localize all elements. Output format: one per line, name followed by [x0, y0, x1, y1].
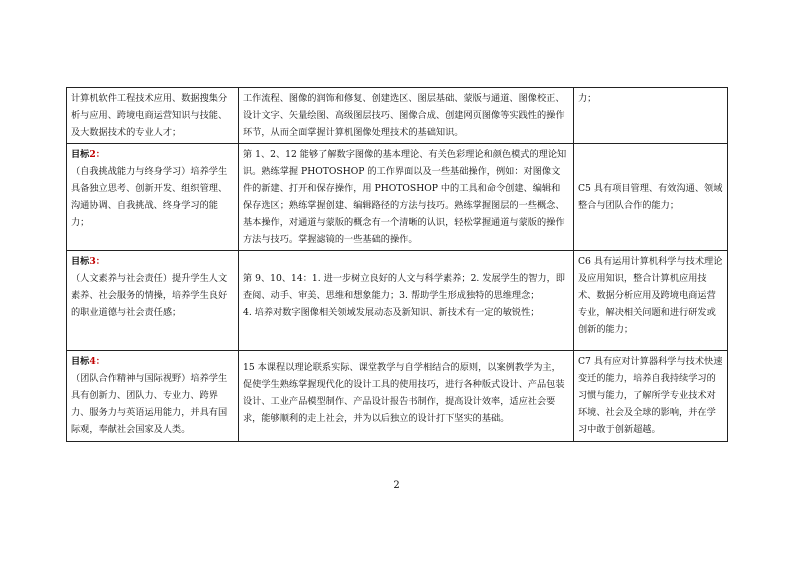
table-row [67, 251, 728, 351]
content-text: 工作流程、图像的润饰和修复、创建选区、图层基础、蒙版与通道、图像校正、设计文字、矢量绘图、高级图层技巧、图像合成、创建网页图像等实践性的操作环节，从而全面掌握计算机图像处理技术的基础知识。 [243, 93, 565, 138]
content-text: 第 9、10、14：1. 进一步树立良好的人文与科学素养；2. 发展学生的智力，即查阅、动手、审美、思维和想象能力；3. 帮助学生形成独特的思维理念； [243, 273, 565, 301]
goal-label: 目标 [71, 356, 90, 367]
goal-suffix: ： [95, 356, 105, 367]
objective-cell [67, 251, 239, 351]
ability-cell [574, 351, 728, 442]
content-text: 第 1、2、12 能够了解数字图像的基本理论、有关色彩理论和颜色模式的理论知识。熟练掌握 PHOTOSHOP 的工作界面以及一些基础操作，例如：对图像文件的新建、打开和保存操作，用 PHOTOSHOP 中的工具和命令创建、编辑和保存选区；熟练掌握创建、编辑路径的方法与技巧。熟练掌握图层的一些概念、基本操作，对通道与蒙版的概念有一个清晰的认识，轻松掌握通道与蒙版的操作方法与技巧。掌握滤镜的一些基础的操作。 [243, 149, 567, 245]
table-row [67, 351, 728, 442]
table-row [67, 144, 728, 251]
goal-suffix: ： [95, 256, 105, 267]
ability-text: 力； [578, 93, 597, 104]
content-text: 15 本课程以理论联系实际、课堂教学与自学相结合的原则，以案例教学为主，促使学生熟练掌握现代化的设计工具的使用技巧，进行各种版式设计、产品包装设计、工业产品模型制作、产品设计报告书制作，提高设计效率，适应社会要求，能够顺利的走上社会，并为以后独立的设计打下坚实的基础。 [243, 362, 565, 424]
ability-cell [574, 251, 728, 351]
objective-text: 计算机软件工程技术应用、数据搜集分析与应用、跨境电商运营知识与技能、及大数据技术的专业人才； [71, 93, 228, 138]
content-text-continued: 4. 培养对数字图像相关领域发展动态及新知识、新技术有一定的敏锐性； [243, 307, 540, 318]
goal-heading [71, 146, 234, 163]
page-number: 2 [393, 480, 400, 491]
goal-label: 目标 [71, 149, 90, 160]
objective-cell [67, 144, 239, 251]
goal-label: 目标 [71, 256, 90, 267]
content-cell [239, 351, 574, 442]
ability-cell [574, 144, 728, 251]
ability-cell [574, 88, 728, 144]
goal-heading [71, 353, 234, 370]
objective-cell [67, 351, 239, 442]
content-cell [239, 144, 574, 251]
objective-cell [67, 88, 239, 144]
course-objectives-table [66, 87, 728, 442]
goal-number: 4 [89, 356, 96, 367]
content-cell [239, 251, 574, 351]
goal-number: 2 [89, 149, 96, 160]
goal-heading [71, 253, 234, 270]
ability-text: C6 具有运用计算机科学与技术理论及应用知识，整合计算机应用技术、数据分析应用及跨境电商运营专业，解决相关问题和进行研发或创新的能力； [578, 256, 723, 335]
objective-text: （人文素养与社会责任）提升学生人文素养、社会服务的情操，培养学生良好的职业道德与社会责任感； [71, 273, 228, 318]
content-cell [239, 88, 574, 144]
goal-suffix: ： [95, 149, 105, 160]
goal-number: 3 [89, 256, 96, 267]
ability-text: C7 具有应对计算器科学与技术快速变迁的能力，培养自我持续学习的习惯与能力，了解所学专业技术对环境、社会及全球的影响，并在学习中敢于创新超越。 [578, 356, 723, 435]
objective-text: （团队合作精神与国际视野）培养学生具有创新力、团队力、专业力、跨界力、服务力与英语运用能力，并具有国际观，奉献社会国家及人类。 [71, 373, 228, 435]
table-row [67, 88, 728, 144]
objective-text: （自我挑战能力与终身学习）培养学生具备独立思考、创新开发、组织管理、沟通协调、自我挑战、终身学习的能力； [71, 166, 228, 228]
ability-text: C5 具有项目管理、有效沟通、领域整合与团队合作的能力； [578, 183, 723, 211]
